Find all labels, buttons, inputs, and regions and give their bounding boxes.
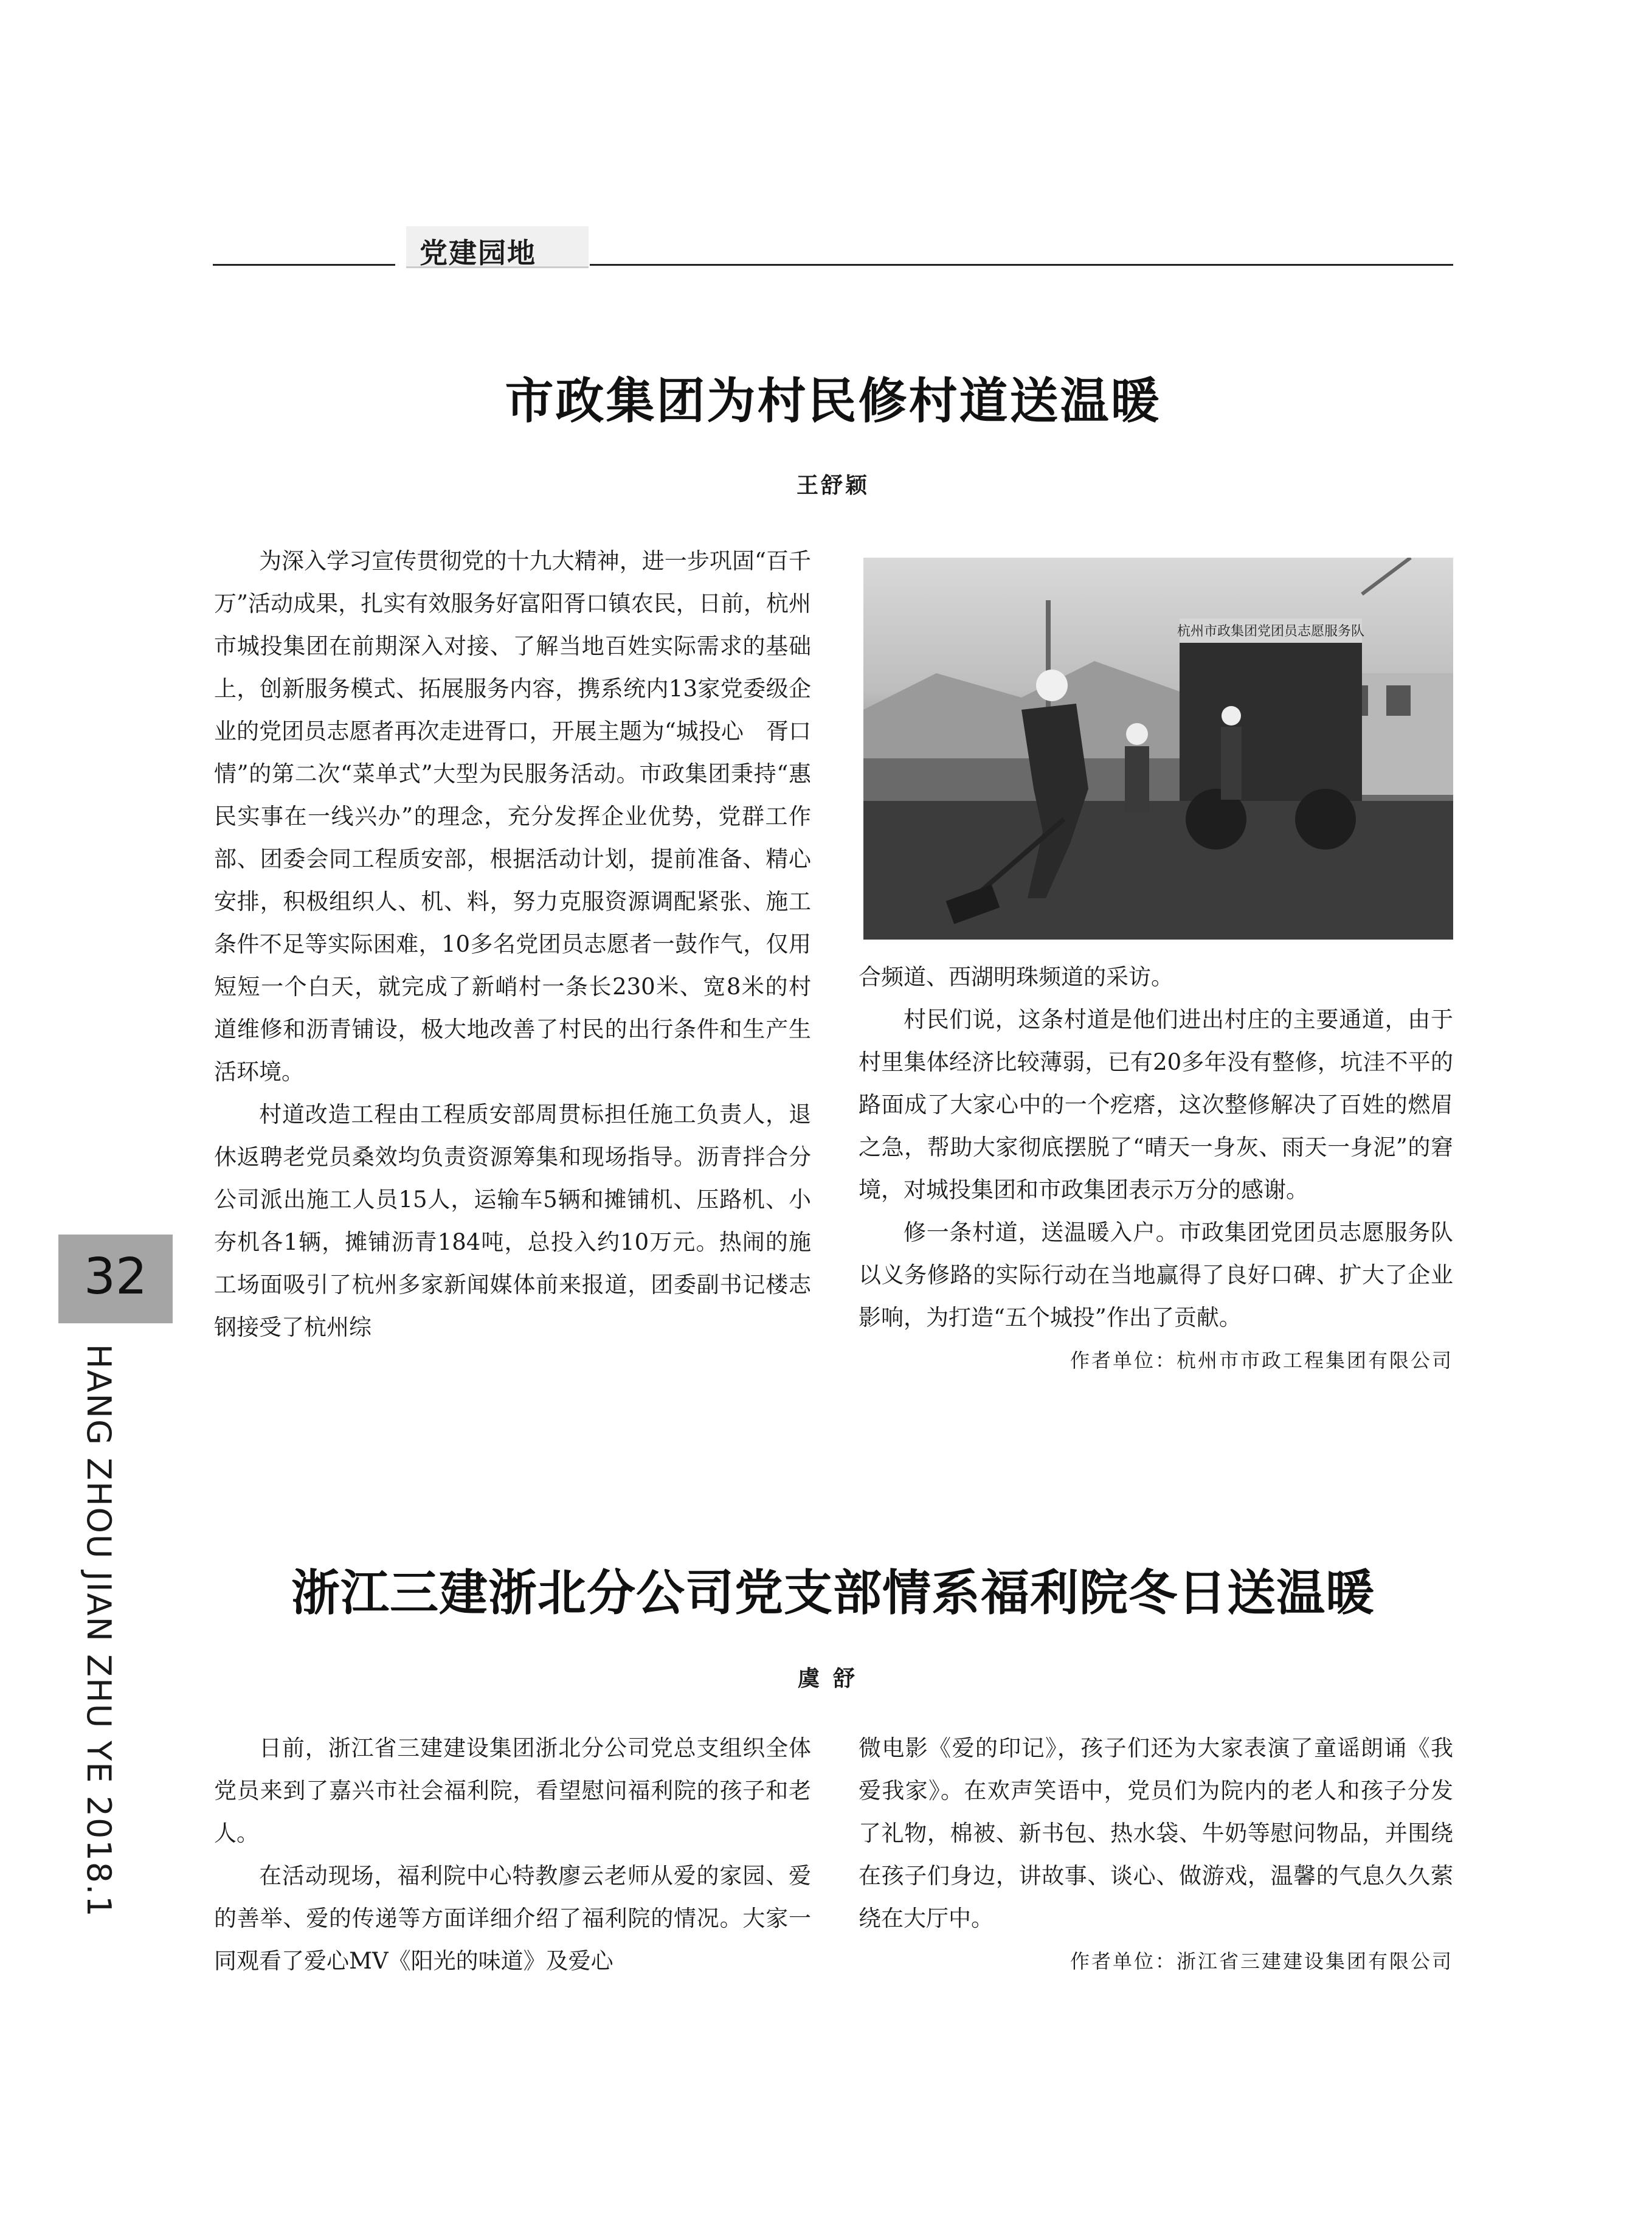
header-rule-left	[213, 264, 395, 266]
header-rule-right	[590, 264, 1453, 266]
article2-credit: 作者单位：浙江省三建建设集团有限公司	[1070, 1950, 1453, 1973]
article2-title: 浙江三建浙北分公司党支部情系福利院冬日送温暖	[291, 1565, 1375, 1621]
article1-paragraph: 为深入学习宣传贯彻党的十九大精神，进一步巩固“百千万”活动成果，扎实有效服务好富阳胥口镇农民，日前，杭州市城投集团在前期深入对接、了解当地百姓实际需求的基础上，创新服务模式、拓展服务内容，携系统内13家党委级企业的党团员志愿者再次走进胥口，开展主题为“城投心 胥口情”的第二次“菜单式”大型为民服务活动。市政集团秉持“惠民实事在一线兴办”的理念，充分发挥企业优势，党群工作部、团委会同工程质安部，根据活动计划，提前准备、精心安排，积极组织人、机、料，努力克服资源调配紧张、施工条件不足等实际困难，10多名党团员志愿者一鼓作气，仅用短短一个白天，就完成了新峭村一条长230米、宽8米的村道维修和沥青铺设，极大地改善了村民的出行条件和生产生活环境。	[214, 548, 811, 1085]
article2-paragraph: 在活动现场，福利院中心特教廖云老师从爱的家园、爱的善举、爱的传递等方面详细介绍了福利院的情况。大家一同观看了爱心MV《阳光的味道》及爱心	[214, 1863, 811, 1974]
article2-left-column	[214, 1727, 811, 1983]
article1-continuation: 合频道、西湖明珠频道的采访。	[859, 964, 1173, 990]
article1-paragraph: 村民们说，这条村道是他们进出村庄的主要通道，由于村里集体经济比较薄弱，已有20多年没有整修，坑洼不平的路面成了大家心中的一个疙瘩，这次整修解决了百姓的燃眉之急，帮助大家彻底摆脱了“晴天一身灰、雨天一身泥”的窘境，对城投集团和市政集团表示万分的感谢。	[859, 1006, 1453, 1203]
magazine-issue: HANG ZHOU JIAN ZHU YE 2018.1	[80, 1344, 118, 1918]
construction-photo	[863, 558, 1453, 940]
section-header	[213, 226, 1453, 269]
page-number: 32	[83, 1248, 148, 1306]
article1-title: 市政集团为村民修村道送温暖	[505, 373, 1161, 429]
article2-continuation: 微电影《爱的印记》，孩子们还为大家表演了童谣朗诵《我爱我家》。在欢声笑语中，党员们为院内的老人和孩子分发了礼物，棉被、新书包、热水袋、牛奶等慰问物品，并围绕在孩子们身边，讲故事、谈心、做游戏，温馨的气息久久萦绕在大厅中。	[859, 1735, 1453, 1931]
article1-right-column	[859, 956, 1453, 1382]
truck-banner: 杭州市政集团党团员志愿服务队	[1177, 624, 1365, 639]
article1-paragraph: 村道改造工程由工程质安部周贯标担任施工负责人，退休返聘老党员桑效均负责资源筹集和现场指导。沥青拌合分公司派出施工人员15人，运输车5辆和摊铺机、压路机、小夯机各1辆，摊铺沥青184吨，总投入约10万元。热闹的施工场面吸引了杭州多家新闻媒体前来报道，团委副书记楼志钢接受了杭州综	[214, 1101, 811, 1340]
article2-author: 虞舒	[797, 1666, 868, 1691]
section-label: 党建园地	[420, 237, 536, 269]
article2-right-column	[859, 1727, 1453, 1983]
article1-left-column	[214, 540, 811, 1349]
article1-paragraph: 修一条村道，送温暖入户。市政集团党团员志愿服务队以义务修路的实际行动在当地赢得了良好口碑、扩大了企业影响，为打造“五个城投”作出了贡献。	[859, 1219, 1453, 1331]
construction-scene	[863, 558, 1453, 940]
article2-paragraph: 日前，浙江省三建建设集团浙北分公司党总支组织全体党员来到了嘉兴市社会福利院，看望慰问福利院的孩子和老人。	[214, 1735, 811, 1846]
page-number-box	[58, 1235, 173, 1323]
article1-author: 王舒颖	[796, 473, 869, 498]
article1-credit: 作者单位：杭州市市政工程集团有限公司	[1070, 1349, 1453, 1372]
